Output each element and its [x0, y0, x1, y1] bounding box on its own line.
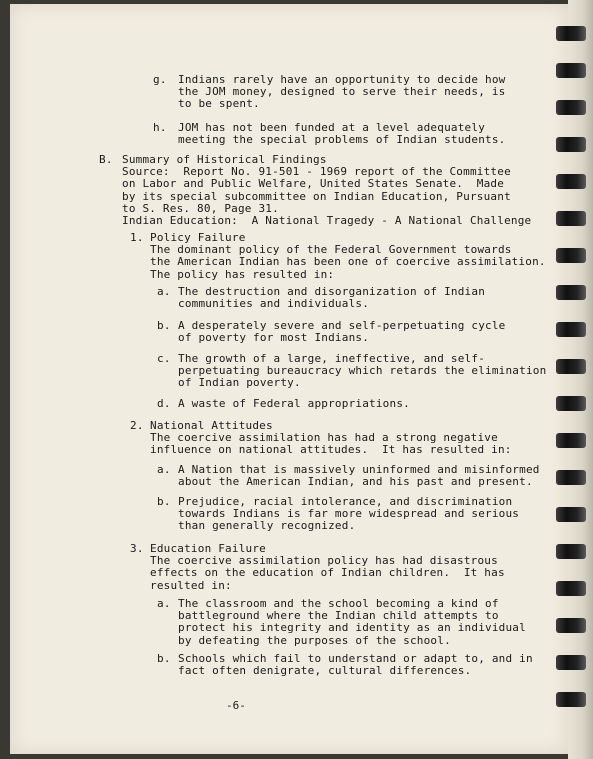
- binding-coil: [556, 322, 586, 337]
- binding-coil: [556, 137, 586, 152]
- binding-coil: [556, 692, 586, 707]
- sub3-b-marker: b.: [157, 652, 171, 665]
- page-number: -6-: [226, 699, 246, 712]
- sub1-d-text: A waste of Federal appropriations.: [178, 397, 410, 410]
- sub3-text: Education Failure The coercive assimilation policy has had disastrous effects on the education of Indian children. It has resulted in:: [150, 542, 505, 592]
- binding-coil: [556, 174, 586, 189]
- sub1-c-marker: c.: [157, 352, 171, 365]
- sub1-a-text: The destruction and disorganization of Indian communities and individuals.: [178, 285, 486, 311]
- binding-coil: [556, 359, 586, 374]
- sub3-a-text: The classroom and the school becoming a kind of battleground where the Indian child attempts to protect his integrity and identity as an individual by defeating the purposes of the school.: [178, 597, 526, 647]
- binding-coil: [556, 26, 586, 41]
- binding-coil: [556, 396, 586, 411]
- sub1-d-marker: d.: [157, 397, 171, 410]
- binding-coil: [556, 100, 586, 115]
- item-g-marker: g.: [153, 73, 167, 86]
- item-h-marker: h.: [153, 121, 167, 134]
- binding-coil: [556, 507, 586, 522]
- sub1-a-marker: a.: [157, 285, 171, 298]
- binding-coil: [556, 655, 586, 670]
- item-g-text: Indians rarely have an opportunity to decide how the JOM money, designed to serve their needs, is to be spent.: [178, 73, 506, 111]
- sub2-b-marker: b.: [157, 495, 171, 508]
- spiral-binding: [556, 26, 588, 736]
- sub3-marker: 3.: [130, 542, 144, 555]
- item-h-text: JOM has not been funded at a level adequately meeting the special problems of Indian students.: [178, 121, 506, 147]
- binding-coil: [556, 285, 586, 300]
- binding-coil: [556, 211, 586, 226]
- binding-coil: [556, 248, 586, 263]
- sub1-b-marker: b.: [157, 319, 171, 332]
- sub1-marker: 1.: [130, 231, 144, 244]
- binding-coil: [556, 63, 586, 78]
- section-b-heading: Summary of Historical Findings Source: Report No. 91-501 - 1969 report of the Committee on Labor and Public Welfare, United States Senate. Made by its special subcommittee on Indian Education, Pursuant to S. Res. 80, Page 31. Indian Education: A National Tragedy - A National Challenge: [122, 153, 532, 228]
- sub3-b-text: Schools which fail to understand or adapt to, and in fact often denigrate, cultural differences.: [178, 652, 533, 678]
- sub2-marker: 2.: [130, 419, 144, 432]
- sub2-a-marker: a.: [157, 463, 171, 476]
- section-b-marker: B.: [99, 153, 113, 166]
- binding-coil: [556, 581, 586, 596]
- binding-coil: [556, 618, 586, 633]
- sub1-text: Policy Failure The dominant policy of the Federal Government towards the American Indian has been one of coercive assimilation. The policy has resulted in:: [150, 231, 546, 281]
- sub2-a-text: A Nation that is massively uninformed and misinformed about the American Indian, and his past and present.: [178, 463, 540, 489]
- sub2-b-text: Prejudice, racial intolerance, and discrimination towards Indians is far more widespread and serious than generally recognized.: [178, 495, 520, 533]
- sub2-text: National Attitudes The coercive assimilation has had a strong negative influence on national attitudes. It has resulted in:: [150, 419, 512, 457]
- sub3-a-marker: a.: [157, 597, 171, 610]
- sub1-b-text: A desperately severe and self-perpetuating cycle of poverty for most Indians.: [178, 319, 506, 345]
- sub1-c-text: The growth of a large, ineffective, and self- perpetuating bureaucracy which retards the elimination of Indian poverty.: [178, 352, 547, 390]
- binding-coil: [556, 470, 586, 485]
- binding-coil: [556, 433, 586, 448]
- binding-coil: [556, 544, 586, 559]
